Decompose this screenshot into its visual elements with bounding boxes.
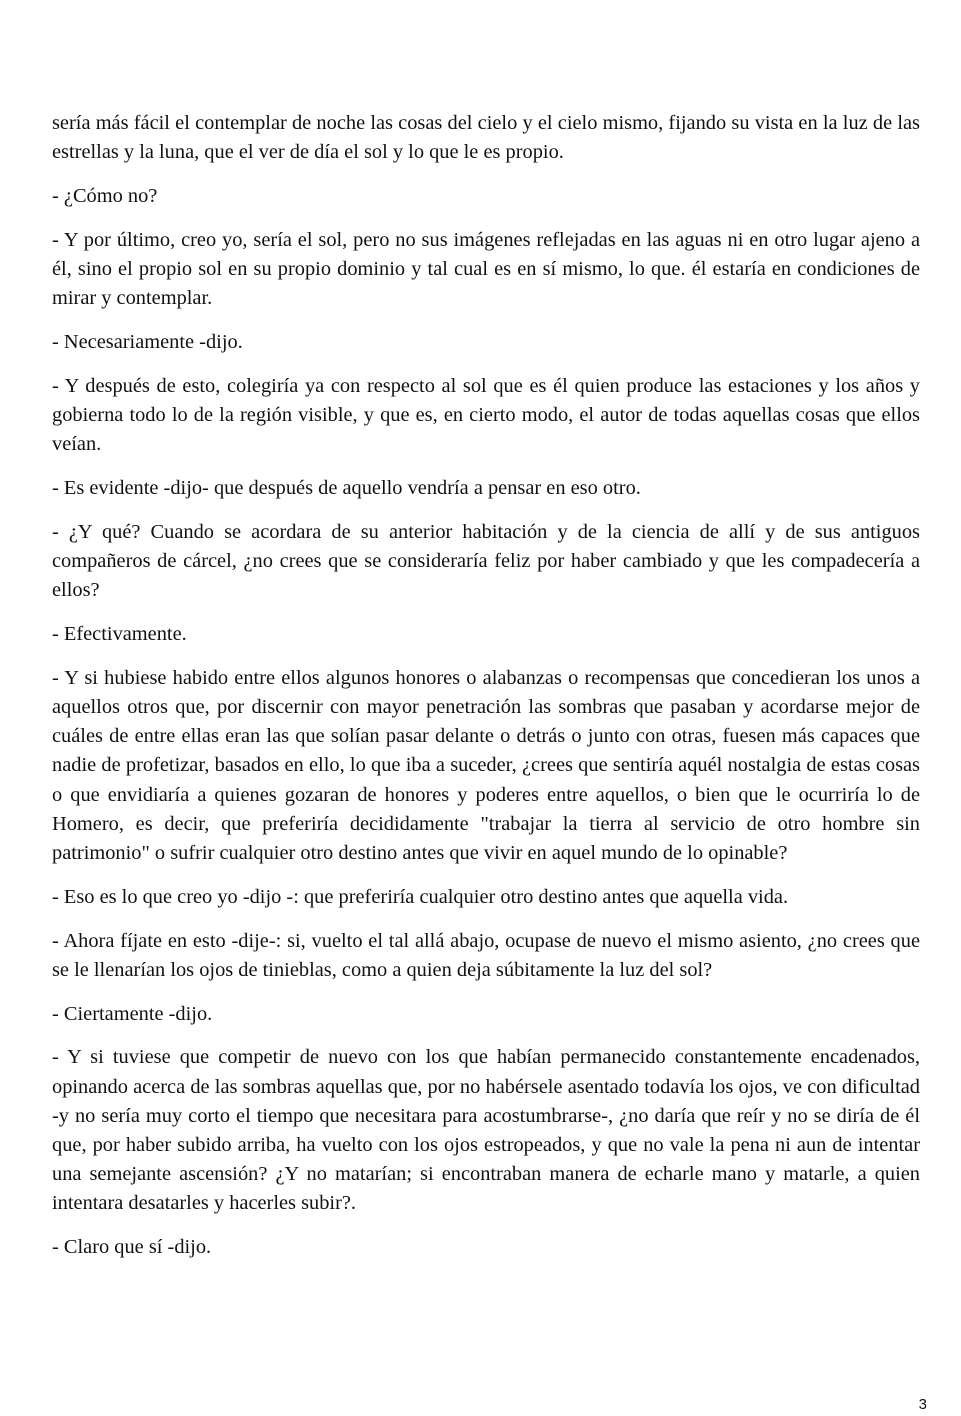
paragraph: - Es evidente -dijo- que después de aquello vendría a pensar en eso otro. (52, 477, 641, 499)
paragraph: - Claro que sí -dijo. (52, 1236, 212, 1259)
paragraph: - Y por último, creo yo, sería el sol, pero no sus imágenes reflejadas en las aguas ni en otro lugar ajeno a él, sino el propio sol en su propio dominio y tal cual es en sí mismo, lo que. él estaría en condiciones de mirar y contemplar. (52, 228, 920, 310)
paragraph: - Y si tuviese que competir de nuevo con los que habían permanecido constantemente encadenados, opinando acerca de las sombras aquellas que, por no habérsele asentado todavía los ojos, ve con dificultad -y no sería muy corto el tiempo que necesitara para acostumbrarse-, ¿no daría que reír y no se diría de él que, por haber subido arriba, ha vuelto con los ojos estropeados, y que no vale la pena ni aun de intentar una semejante ascensión? ¿Y no matarían; si encontraban manera de echarle mano y matarle, a quien intentara desatarles y hacerles subir?. (52, 1046, 920, 1215)
paragraph: - Efectivamente. (52, 623, 187, 645)
paragraph: - Y si hubiese habido entre ellos algunos honores o alabanzas o recompensas que concedieran los unos a aquellos otros que, por discernir con mayor penetración las sombras que pasaban y acordarse mejor de cuáles de entre ellas eran las que solían pasar delante o detrás o junto con otras, fuesen más capaces que nadie de profetizar, basados en ello, lo que iba a suceder, ¿crees que sentiría aquél nostalgia de estas cosas o que envidiaría a quienes gozaran de honores y poderes entre aquellos, o bien que le ocurriría lo de Homero, es decir, que preferiría decididamente "trabajar la tierra al servicio de otro hombre sin patrimonio" o sufrir cualquier otro destino antes que vivir en aquel mundo de lo opinable? (52, 666, 920, 865)
paragraph: - ¿Y qué? Cuando se acordara de su anterior habitación y de la ciencia de allí y de sus antiguos compañeros de cárcel, ¿no crees que se consideraría feliz por haber cambiado y que les compadecería a ellos? (52, 520, 920, 602)
paragraph: - ¿Cómo no? (52, 185, 158, 207)
page-number: 3 (918, 1396, 927, 1413)
paragraph: - Y después de esto, colegiría ya con respecto al sol que es él quien produce las estaciones y los años y gobierna todo lo de la región visible, y que es, en cierto modo, el autor de todas aquellas cosas que ellos veían. (52, 374, 920, 456)
paragraph: sería más fácil el contemplar de noche las cosas del cielo y el cielo mismo, fijando su vista en la luz de las estrellas y la luna, que el ver de día el sol y lo que le es propio. (52, 112, 920, 164)
document-body (52, 109, 920, 1277)
paragraph: - Eso es lo que creo yo -dijo -: que preferiría cualquier otro destino antes que aquella vida. (52, 885, 789, 908)
paragraph: - Ahora fíjate en esto -dije-: si, vuelto el tal allá abajo, ocupase de nuevo el mismo asiento, ¿no crees que se le llenarían los ojos de tinieblas, como a quien deja súbitamente la luz del sol? (52, 929, 920, 981)
paragraph: - Necesariamente -dijo. (52, 331, 243, 353)
paragraph: - Ciertamente -dijo. (52, 1002, 213, 1025)
